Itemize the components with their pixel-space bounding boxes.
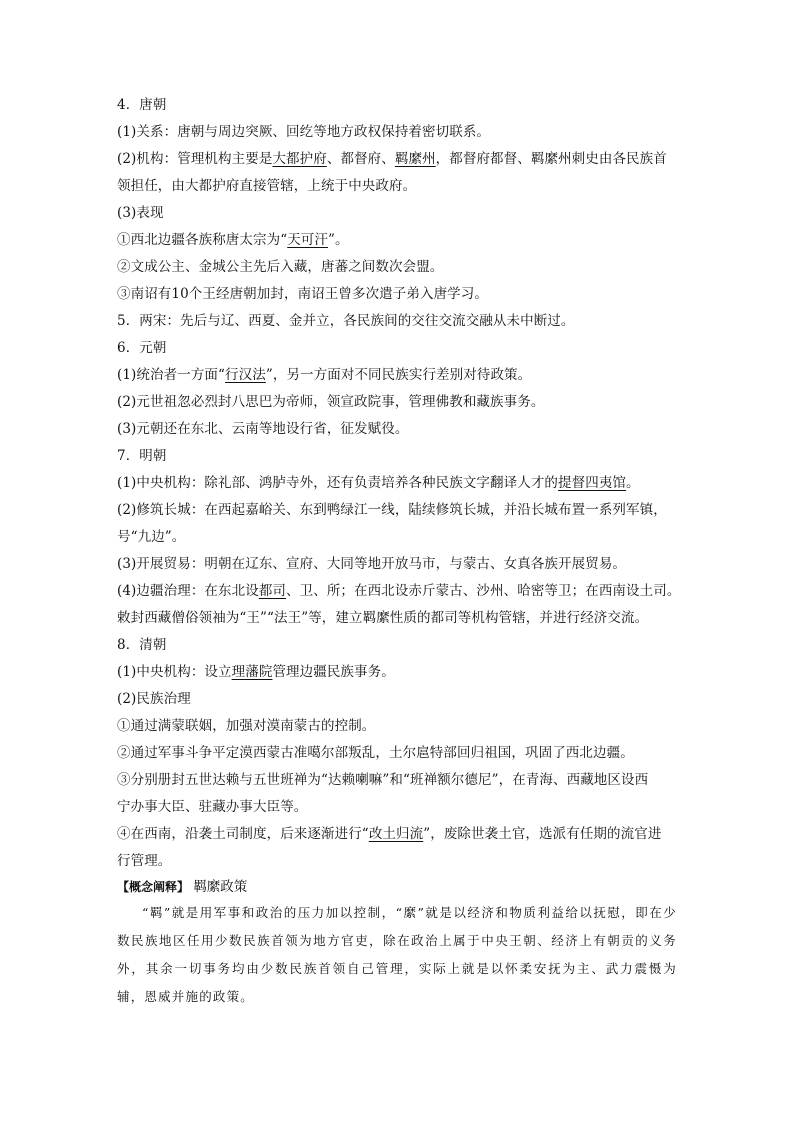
yuan-point: (3)元朝还在东北、云南等地设行省，征发赋役。	[117, 421, 409, 437]
ming-point-cont: 号“九边”。	[117, 529, 186, 545]
tang-performance-item: ①西北边疆各族称唐太宗为“天可汗”。	[117, 232, 349, 248]
qing-item: ①通过满蒙联姻，加强对漠南蒙古的控制。	[117, 718, 376, 734]
tang-performance-item: ②文成公主、金城公主先后入藏，唐蕃之间数次会盟。	[117, 259, 444, 275]
qing-item-cont: 行管理。	[117, 853, 172, 869]
yuan-point: (2)元世祖忽必烈封八思巴为帝师，领宣政院事，管理佛教和藏族事务。	[117, 394, 545, 410]
qing-item: ③分别册封五世达赖与五世班禅为“达赖喇嘛”和“班禅额尔德尼”，在青海、西藏地区设西	[117, 772, 649, 788]
document-page	[117, 92, 681, 1011]
underlined-term: 行汉法	[225, 367, 266, 383]
ming-point: (4)边疆治理：在东北设都司、卫、所；在西北设赤斤蒙古、沙州、哈密等卫；在西南设土司。	[117, 583, 681, 599]
section-heading-ming: 7．明朝	[117, 448, 167, 464]
underlined-term: 理藩院	[231, 664, 273, 680]
tang-organization-cont: 领担任，由大都护府直接管辖，上统于中央政府。	[117, 178, 417, 194]
yuan-point: (1)统治者一方面“行汉法”，另一方面对不同民族实行差别对待政策。	[117, 367, 532, 383]
concept-tag: 【概念阐释】	[117, 880, 190, 894]
qing-point: (1)中央机构：设立理藩院管理边疆民族事务。	[117, 664, 395, 680]
concept-body: “羁”就是用军事和政治的压力加以控制，“縻”就是以经济和物质利益给以抚慰，即在少数民族地区任用少数民族首领为地方官吏，除在政治上属于中央王朝、经济上有朝贡的义务外，其余一切事务均由少数民族首领自己管理，实际上就是以怀柔安抚为主、武力震慑为辅，恩威并施的政策。	[117, 905, 677, 1004]
qing-item: ④在西南，沿袭土司制度，后来逐渐进行“改土归流”，废除世袭土官，选派有任期的流官进	[117, 826, 662, 842]
underlined-term: 都司	[258, 583, 287, 599]
underlined-term: 天可汗	[287, 232, 329, 248]
concept-header	[117, 875, 677, 899]
section-heading-yuan: 6．元朝	[117, 340, 167, 356]
concept-title: 羁縻政策	[193, 879, 248, 895]
ming-point: (2)修筑长城：在西起嘉峪关、东到鸭绿江一线，陆续修筑长城，并沿长城布置一系列军镇，	[117, 502, 667, 518]
ming-point-cont: 敕封西藏僧俗领袖为“王”“法王”等，建立羁縻性质的都司等机构管辖，并进行经济交流。	[117, 610, 649, 626]
underlined-term: 提督四夷馆	[558, 475, 627, 491]
underlined-term: 羁縻州	[394, 151, 436, 167]
section-heading-qing: 8．清朝	[117, 637, 167, 653]
concept-box	[117, 875, 677, 1011]
section-heading-tang: 4．唐朝	[117, 97, 167, 113]
tang-performance-heading: (3)表现	[117, 205, 164, 221]
qing-item-cont: 宁办事大臣、驻藏办事大臣等。	[117, 799, 308, 815]
underlined-term: 改土归流	[368, 826, 424, 842]
section-song: 5．两宋：先后与辽、西夏、金并立，各民族间的交往交流交融从未中断过。	[117, 313, 575, 329]
ming-point: (3)开展贸易：明朝在辽东、宣府、大同等地开放马市，与蒙古、女真各族开展贸易。	[117, 556, 627, 572]
tang-organization: (2)机构：管理机构主要是大都护府、都督府、羁縻州，都督府都督、羁縻州刺史由各民族首	[117, 151, 667, 167]
ming-point: (1)中央机构：除礼部、鸿胪寺外，还有负责培养各种民族文字翻译人才的提督四夷馆。	[117, 475, 640, 491]
qing-item: ②通过军事斗争平定漠西蒙古准噶尔部叛乱，土尔扈特部回归祖国，巩固了西北边疆。	[117, 745, 634, 761]
qing-point-heading: (2)民族治理	[117, 691, 191, 707]
tang-performance-item: ③南诏有10个王经唐朝加封，南诏王曾多次遣子弟入唐学习。	[117, 286, 488, 302]
underlined-term: 大都护府	[272, 151, 327, 167]
tang-relation: (1)关系：唐朝与周边突厥、回纥等地方政权保持着密切联系。	[117, 124, 491, 140]
